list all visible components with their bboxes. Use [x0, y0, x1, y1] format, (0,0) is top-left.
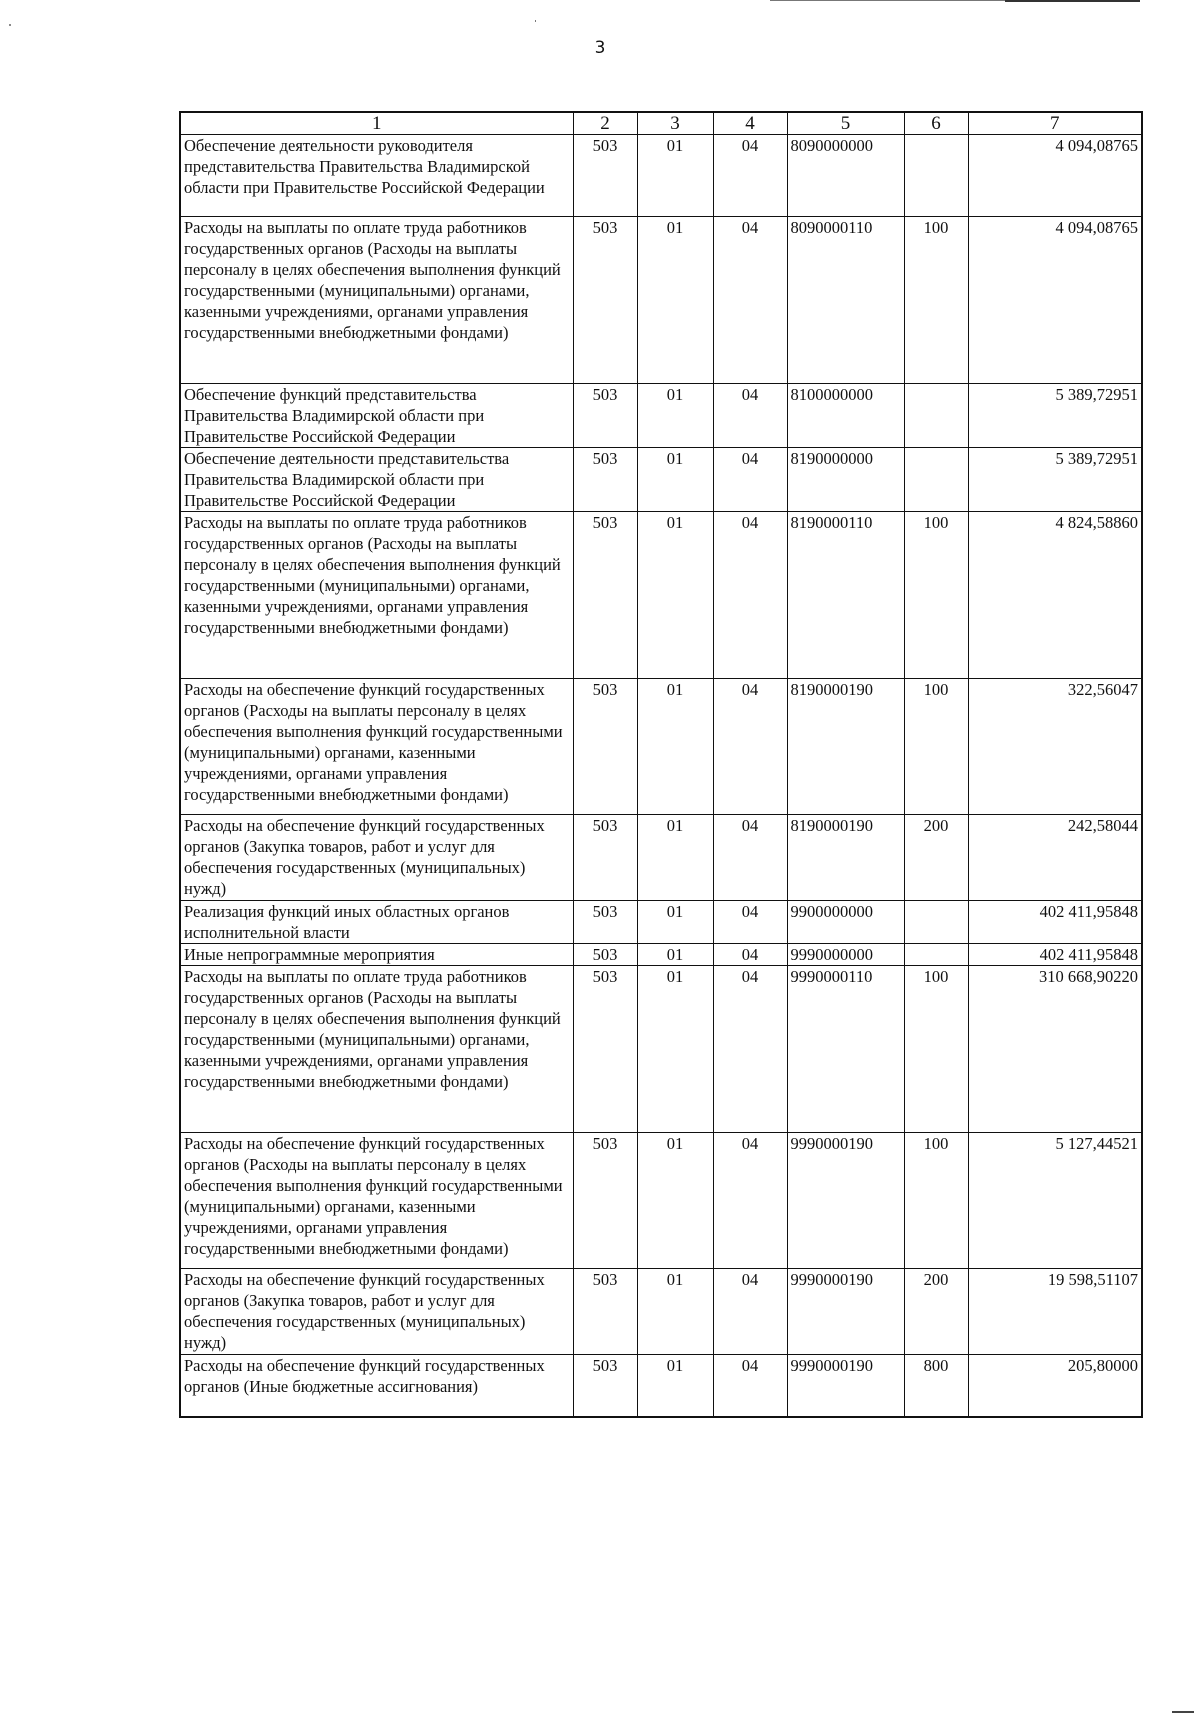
row-code-cell: 04: [713, 217, 787, 384]
table-row: [180, 1269, 1142, 1355]
row-code-cell: 9990000000: [787, 944, 904, 966]
column-header: 6: [904, 112, 968, 135]
table-row: [180, 384, 1142, 448]
row-code-cell: 01: [637, 448, 713, 512]
table-row: [180, 901, 1142, 944]
row-code-cell: 200: [904, 815, 968, 901]
table-row: [180, 1133, 1142, 1269]
row-code-cell: 503: [573, 1133, 637, 1269]
row-code-cell: 01: [637, 217, 713, 384]
row-amount-cell: 322,56047: [968, 679, 1142, 815]
scan-edge-mark: [1172, 1711, 1194, 1713]
row-code-cell: 01: [637, 1269, 713, 1355]
table-row: [180, 966, 1142, 1133]
row-amount-cell: 4 094,08765: [968, 135, 1142, 217]
scan-speck: [535, 20, 536, 22]
row-code-cell: 8090000000: [787, 135, 904, 217]
row-code-cell: 100: [904, 966, 968, 1133]
row-code-cell: [904, 944, 968, 966]
row-amount-cell: 4 824,58860: [968, 512, 1142, 679]
row-code-cell: 503: [573, 512, 637, 679]
row-amount-cell: 402 411,95848: [968, 901, 1142, 944]
row-code-cell: 04: [713, 679, 787, 815]
row-name-cell: Расходы на обеспечение функций государственных органов (Закупка товаров, работ и услуг для обеспечения государственных (муниципальных) нужд): [180, 1269, 573, 1355]
row-code-cell: 100: [904, 512, 968, 679]
row-code-cell: 01: [637, 384, 713, 448]
row-amount-cell: 19 598,51107: [968, 1269, 1142, 1355]
row-code-cell: 200: [904, 1269, 968, 1355]
row-code-cell: 9990000190: [787, 1133, 904, 1269]
row-code-cell: 9990000190: [787, 1269, 904, 1355]
row-code-cell: 503: [573, 448, 637, 512]
row-code-cell: 01: [637, 512, 713, 679]
table-row: [180, 135, 1142, 217]
table-row: [180, 679, 1142, 815]
budget-table: [179, 111, 1143, 1418]
row-amount-cell: 310 668,90220: [968, 966, 1142, 1133]
row-code-cell: [904, 448, 968, 512]
table-row: [180, 217, 1142, 384]
row-code-cell: 01: [637, 1355, 713, 1417]
row-amount-cell: 242,58044: [968, 815, 1142, 901]
column-header: 4: [713, 112, 787, 135]
row-code-cell: 8100000000: [787, 384, 904, 448]
column-header: 2: [573, 112, 637, 135]
row-code-cell: 04: [713, 815, 787, 901]
row-code-cell: 9990000110: [787, 966, 904, 1133]
row-code-cell: [904, 384, 968, 448]
row-code-cell: 01: [637, 966, 713, 1133]
row-code-cell: 100: [904, 217, 968, 384]
row-code-cell: 9900000000: [787, 901, 904, 944]
row-code-cell: 8190000190: [787, 679, 904, 815]
row-code-cell: 01: [637, 679, 713, 815]
row-code-cell: 01: [637, 901, 713, 944]
table-header-row: [180, 112, 1142, 135]
row-amount-cell: 5 127,44521: [968, 1133, 1142, 1269]
row-code-cell: 04: [713, 135, 787, 217]
row-code-cell: 503: [573, 384, 637, 448]
row-code-cell: 503: [573, 217, 637, 384]
row-code-cell: 04: [713, 1269, 787, 1355]
column-header: 7: [968, 112, 1142, 135]
page-number: 3: [594, 38, 606, 58]
row-name-cell: Обеспечение деятельности руководителя представительства Правительства Владимирской области при Правительстве Российской Федерации: [180, 135, 573, 217]
scan-edge-line-dark: [1005, 0, 1140, 2]
row-name-cell: Расходы на обеспечение функций государственных органов (Расходы на выплаты персоналу в целях обеспечения выполнения функций государственными (муниципальными) органами, казенными учреждениями, органами управления государственными внебюджетными фондами): [180, 679, 573, 815]
row-name-cell: Расходы на обеспечение функций государственных органов (Расходы на выплаты персоналу в целях обеспечения выполнения функций государственными (муниципальными) органами, казенными учреждениями, органами управления государственными внебюджетными фондами): [180, 1133, 573, 1269]
row-code-cell: 9990000190: [787, 1355, 904, 1417]
column-header: 1: [180, 112, 573, 135]
table-row: [180, 512, 1142, 679]
row-name-cell: Расходы на обеспечение функций государственных органов (Иные бюджетные ассигнования): [180, 1355, 573, 1417]
row-code-cell: 800: [904, 1355, 968, 1417]
row-code-cell: 503: [573, 944, 637, 966]
row-name-cell: Расходы на обеспечение функций государственных органов (Закупка товаров, работ и услуг для обеспечения государственных (муниципальных) нужд): [180, 815, 573, 901]
row-code-cell: 8090000110: [787, 217, 904, 384]
row-name-cell: Реализация функций иных областных органов исполнительной власти: [180, 901, 573, 944]
row-amount-cell: 4 094,08765: [968, 217, 1142, 384]
row-code-cell: 04: [713, 944, 787, 966]
row-code-cell: 04: [713, 1355, 787, 1417]
row-name-cell: Обеспечение функций представительства Правительства Владимирской области при Правительстве Российской Федерации: [180, 384, 573, 448]
row-code-cell: 01: [637, 1133, 713, 1269]
row-code-cell: 04: [713, 901, 787, 944]
row-code-cell: 8190000110: [787, 512, 904, 679]
row-code-cell: 04: [713, 966, 787, 1133]
column-header: 3: [637, 112, 713, 135]
row-code-cell: 04: [713, 1133, 787, 1269]
row-code-cell: 503: [573, 679, 637, 815]
table-row: [180, 448, 1142, 512]
row-amount-cell: 402 411,95848: [968, 944, 1142, 966]
row-name-cell: Расходы на выплаты по оплате труда работников государственных органов (Расходы на выплаты персоналу в целях обеспечения выполнения функций государственными (муниципальными) органами, казенными учреждениями, органами управления государственными внебюджетными фондами): [180, 966, 573, 1133]
table-row: [180, 944, 1142, 966]
row-code-cell: 01: [637, 815, 713, 901]
row-amount-cell: 5 389,72951: [968, 448, 1142, 512]
row-name-cell: Обеспечение деятельности представительства Правительства Владимирской области при Правительстве Российской Федерации: [180, 448, 573, 512]
table-row: [180, 815, 1142, 901]
row-code-cell: 503: [573, 966, 637, 1133]
row-code-cell: 100: [904, 679, 968, 815]
column-header: 5: [787, 112, 904, 135]
row-code-cell: 503: [573, 815, 637, 901]
row-name-cell: Иные непрограммные мероприятия: [180, 944, 573, 966]
row-code-cell: 503: [573, 1269, 637, 1355]
row-code-cell: 01: [637, 944, 713, 966]
scan-speck: [9, 24, 11, 26]
row-code-cell: 04: [713, 512, 787, 679]
table-row: [180, 1355, 1142, 1417]
row-name-cell: Расходы на выплаты по оплате труда работников государственных органов (Расходы на выплаты персоналу в целях обеспечения выполнения функций государственными (муниципальными) органами, казенными учреждениями, органами управления государственными внебюджетными фондами): [180, 512, 573, 679]
row-code-cell: 503: [573, 901, 637, 944]
row-code-cell: 503: [573, 135, 637, 217]
row-code-cell: 04: [713, 448, 787, 512]
row-code-cell: 503: [573, 1355, 637, 1417]
row-amount-cell: 205,80000: [968, 1355, 1142, 1417]
row-code-cell: 8190000000: [787, 448, 904, 512]
table-body: [180, 135, 1142, 1417]
row-name-cell: Расходы на выплаты по оплате труда работников государственных органов (Расходы на выплаты персоналу в целях обеспечения выполнения функций государственными (муниципальными) органами, казенными учреждениями, органами управления государственными внебюджетными фондами): [180, 217, 573, 384]
row-code-cell: 100: [904, 1133, 968, 1269]
row-code-cell: 04: [713, 384, 787, 448]
row-code-cell: 01: [637, 135, 713, 217]
row-code-cell: [904, 901, 968, 944]
row-code-cell: [904, 135, 968, 217]
row-amount-cell: 5 389,72951: [968, 384, 1142, 448]
row-code-cell: 8190000190: [787, 815, 904, 901]
